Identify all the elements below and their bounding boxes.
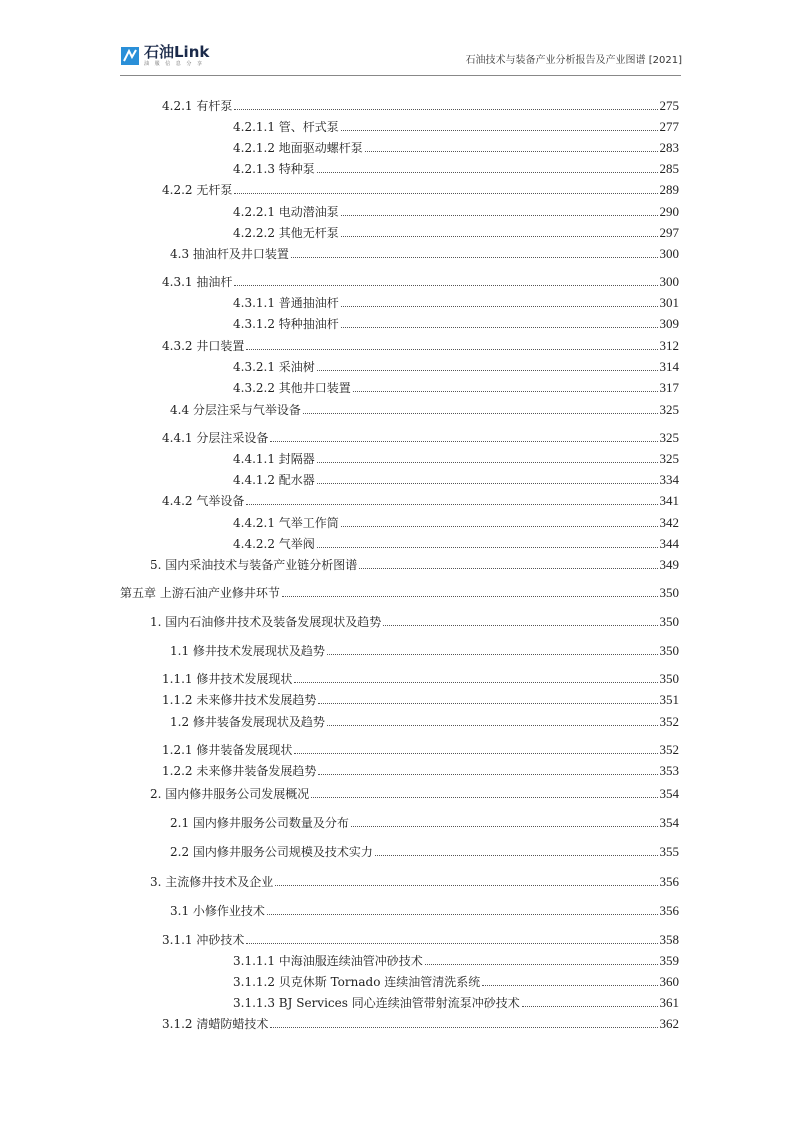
toc-page-number: 354 [659,815,679,830]
toc-entry-title: 3.1.2 清蜡防蜡技术 [162,1017,269,1031]
toc-dot-leader [375,855,658,856]
toc-entry-title: 2.1 国内修井服务公司数量及分布 [170,816,349,830]
toc-page-number: 349 [659,557,679,572]
toc-page-number: 325 [659,430,679,445]
toc-entry-title: 4.4.1.1 封隔器 [233,452,315,466]
toc-dot-leader [359,568,657,569]
toc-dot-leader [318,703,657,704]
toc-entry-title: 3. 主流修井技术及企业 [150,875,274,889]
toc-dot-leader [341,130,658,131]
toc-page-number: 297 [659,225,679,240]
toc-entry-title: 3.1.1.2 贝克休斯 Tornado 连续油管清洗系统 [233,975,481,989]
toc-page-number: 285 [659,161,679,176]
toc-entry-title: 4.3 抽油杆及井口装置 [170,247,289,261]
toc-entry[interactable] [120,585,679,601]
toc-entry-title: 4.3.2.1 采油树 [233,360,315,374]
toc-entry[interactable] [233,140,679,156]
toc-dot-leader [482,985,657,986]
toc-entry-title: 1.1.2 未来修井技术发展趋势 [162,693,317,707]
toc-entry[interactable] [233,295,679,311]
toc-page-number: 325 [659,402,679,417]
toc-entry[interactable] [233,359,679,375]
toc-entry[interactable] [162,742,679,758]
toc-entry[interactable] [233,536,679,552]
toc-entry[interactable] [233,380,679,396]
toc-entry[interactable] [233,953,679,969]
toc-entry[interactable] [170,643,679,659]
toc-dot-leader [317,172,658,173]
toc-page-number: 341 [659,493,679,508]
toc-dot-leader [341,526,658,527]
toc-entry-title: 4.3.1.1 普通抽油杆 [233,296,339,310]
toc-entry[interactable] [170,844,679,860]
toc-dot-leader [267,914,658,915]
toc-dot-leader [294,753,657,754]
toc-page-number: 350 [659,671,679,686]
toc-entry[interactable] [162,1016,679,1032]
toc-entry-title: 4.4.1 分层注采设备 [162,431,269,445]
logo-name: 石油Link [144,43,210,61]
toc-dot-leader [317,547,658,548]
toc-entry[interactable] [162,430,679,446]
toc-page-number: 352 [659,714,679,729]
toc-entry-title: 4.4 分层注采与气举设备 [170,403,301,417]
toc-page-number: 334 [659,472,679,487]
toc-page-number: 356 [659,903,679,918]
toc-entry-title: 4.4.2 气举设备 [162,494,245,508]
toc-entry-title: 4.2.2 无杆泵 [162,183,233,197]
toc-entry[interactable] [150,786,679,802]
toc-dot-leader [303,413,658,414]
toc-entry-title: 1. 国内石油修井技术及装备发展现状及趋势 [150,615,382,629]
toc-dot-leader [383,625,657,626]
toc-entry[interactable] [162,763,679,779]
toc-dot-leader [282,596,658,597]
toc-page-number: 359 [659,953,679,968]
toc-entry[interactable] [162,692,679,708]
toc-entry-title: 4.3.2.2 其他井口装置 [233,381,351,395]
toc-page-number: 361 [659,995,679,1010]
toc-page-number: 353 [659,763,679,778]
toc-dot-leader [327,725,658,726]
toc-entry[interactable] [233,204,679,220]
toc-page-number: 356 [659,874,679,889]
toc-entry[interactable] [150,614,679,630]
toc-dot-leader [341,236,658,237]
toc-dot-leader [246,349,657,350]
toc-entry[interactable] [162,932,679,948]
toc-entry[interactable] [170,903,679,919]
toc-dot-leader [275,885,657,886]
toc-page-number: 275 [659,98,679,113]
toc-page-number: 360 [659,974,679,989]
toc-page-number: 290 [659,204,679,219]
toc-entry[interactable] [233,451,679,467]
toc-entry-title: 4.2.2.1 电动潜油泵 [233,205,339,219]
toc-entry-title: 1.2.1 修井装备发展现状 [162,743,293,757]
toc-page-number: 300 [659,246,679,261]
toc-entry[interactable] [233,974,679,990]
toc-entry-title: 4.2.1.3 特种泵 [233,162,315,176]
toc-page-number: 289 [659,182,679,197]
toc-dot-leader [294,682,657,683]
toc-entry[interactable] [233,995,679,1011]
toc-page-number: 358 [659,932,679,947]
toc-dot-leader [311,797,657,798]
toc-page-number: 301 [659,295,679,310]
toc-entry-title: 4.2.2.2 其他无杆泵 [233,226,339,240]
toc-entry[interactable] [162,274,679,290]
toc-entry[interactable] [170,714,679,730]
toc-entry-title: 3.1.1.3 BJ Services 同心连续油管带射流泵冲砂技术 [233,996,520,1010]
toc-dot-leader [327,654,658,655]
toc-entry-title: 1.1 修井技术发展现状及趋势 [170,644,325,658]
toc-dot-leader [365,151,658,152]
toc-page-number: 344 [659,536,679,551]
toc-dot-leader [246,943,657,944]
logo-subtitle: 油 服 信 息 分 享 [144,61,204,67]
toc-entry[interactable] [233,316,679,332]
toc-page-number: 354 [659,786,679,801]
toc-entry-title: 4.2.1.2 地面驱动螺杆泵 [233,141,363,155]
toc-entry-title: 第五章 上游石油产业修井环节 [120,586,280,600]
toc-dot-leader [317,462,658,463]
toc-entry-title: 3.1.1 冲砂技术 [162,933,245,947]
toc-dot-leader [234,285,657,286]
toc-dot-leader [353,391,658,392]
toc-entry-title: 1.2 修井装备发展现状及趋势 [170,715,325,729]
toc-entry[interactable] [162,182,679,198]
toc-page-number: 309 [659,316,679,331]
toc-page-number: 351 [659,692,679,707]
toc-page-number: 350 [659,614,679,629]
toc-entry-title: 4.2.1.1 管、杆式泵 [233,120,339,134]
document-title: 石油技术与装备产业分析报告及产业图谱 [2021] [465,55,682,66]
toc-entry[interactable] [233,225,679,241]
toc-dot-leader [234,109,657,110]
toc-entry[interactable] [162,493,679,509]
toc-entry[interactable] [162,671,679,687]
toc-entry-title: 4.4.2.1 气举工作筒 [233,516,339,530]
toc-dot-leader [341,327,658,328]
toc-page-number: 362 [659,1016,679,1031]
toc-entry-title: 3.1 小修作业技术 [170,904,265,918]
toc-dot-leader [318,774,657,775]
toc-entry[interactable] [233,161,679,177]
toc-dot-leader [317,483,658,484]
toc-entry[interactable] [170,402,679,418]
toc-entry-title: 3.1.1.1 中海油服连续油管冲砂技术 [233,954,423,968]
toc-dot-leader [425,964,658,965]
toc-entry[interactable] [170,815,679,831]
toc-page-number: 342 [659,515,679,530]
toc-entry-title: 4.3.1.2 特种抽油杆 [233,317,339,331]
toc-page-number: 314 [659,359,679,374]
toc-entry-title: 1.2.2 未来修井装备发展趋势 [162,764,317,778]
toc-entry-title: 1.1.1 修井技术发展现状 [162,672,293,686]
toc-dot-leader [246,504,657,505]
toc-entry-title: 4.4.2.2 气举阀 [233,537,315,551]
toc-dot-leader [234,193,657,194]
toc-page-number: 350 [659,643,679,658]
toc-dot-leader [317,370,658,371]
toc-entry-title: 4.4.1.2 配水器 [233,473,315,487]
toc-entry[interactable] [233,515,679,531]
toc-dot-leader [270,1027,657,1028]
toc-entry[interactable] [162,338,679,354]
toc-dot-leader [270,441,657,442]
toc-page-number: 325 [659,451,679,466]
toc-page-number: 352 [659,742,679,757]
toc-entry[interactable] [162,98,679,114]
toc-page-number: 283 [659,140,679,155]
toc-entry-title: 5. 国内采油技术与装备产业链分析图谱 [150,558,358,572]
toc-entry[interactable] [170,246,679,262]
toc-page-number: 355 [659,844,679,859]
toc-dot-leader [351,826,658,827]
toc-entry[interactable] [233,472,679,488]
toc-page-number: 312 [659,338,679,353]
toc-entry[interactable] [150,874,679,890]
toc-entry-title: 2. 国内修井服务公司发展概况 [150,787,310,801]
toc-dot-leader [291,257,658,258]
toc-entry[interactable] [150,557,679,573]
toc-entry-title: 2.2 国内修井服务公司规模及技术实力 [170,845,373,859]
toc-entry[interactable] [233,119,679,135]
toc-dot-leader [341,306,658,307]
toc-page-number: 350 [659,585,679,600]
toc-page-number: 277 [659,119,679,134]
toc-entry-title: 4.2.1 有杆泵 [162,99,233,113]
toc-dot-leader [341,215,658,216]
toc-page-number: 317 [659,380,679,395]
toc-dot-leader [522,1006,658,1007]
toc-entry-title: 4.3.2 井口装置 [162,339,245,353]
toc-entry-title: 4.3.1 抽油杆 [162,275,233,289]
toc-page-number: 300 [659,274,679,289]
